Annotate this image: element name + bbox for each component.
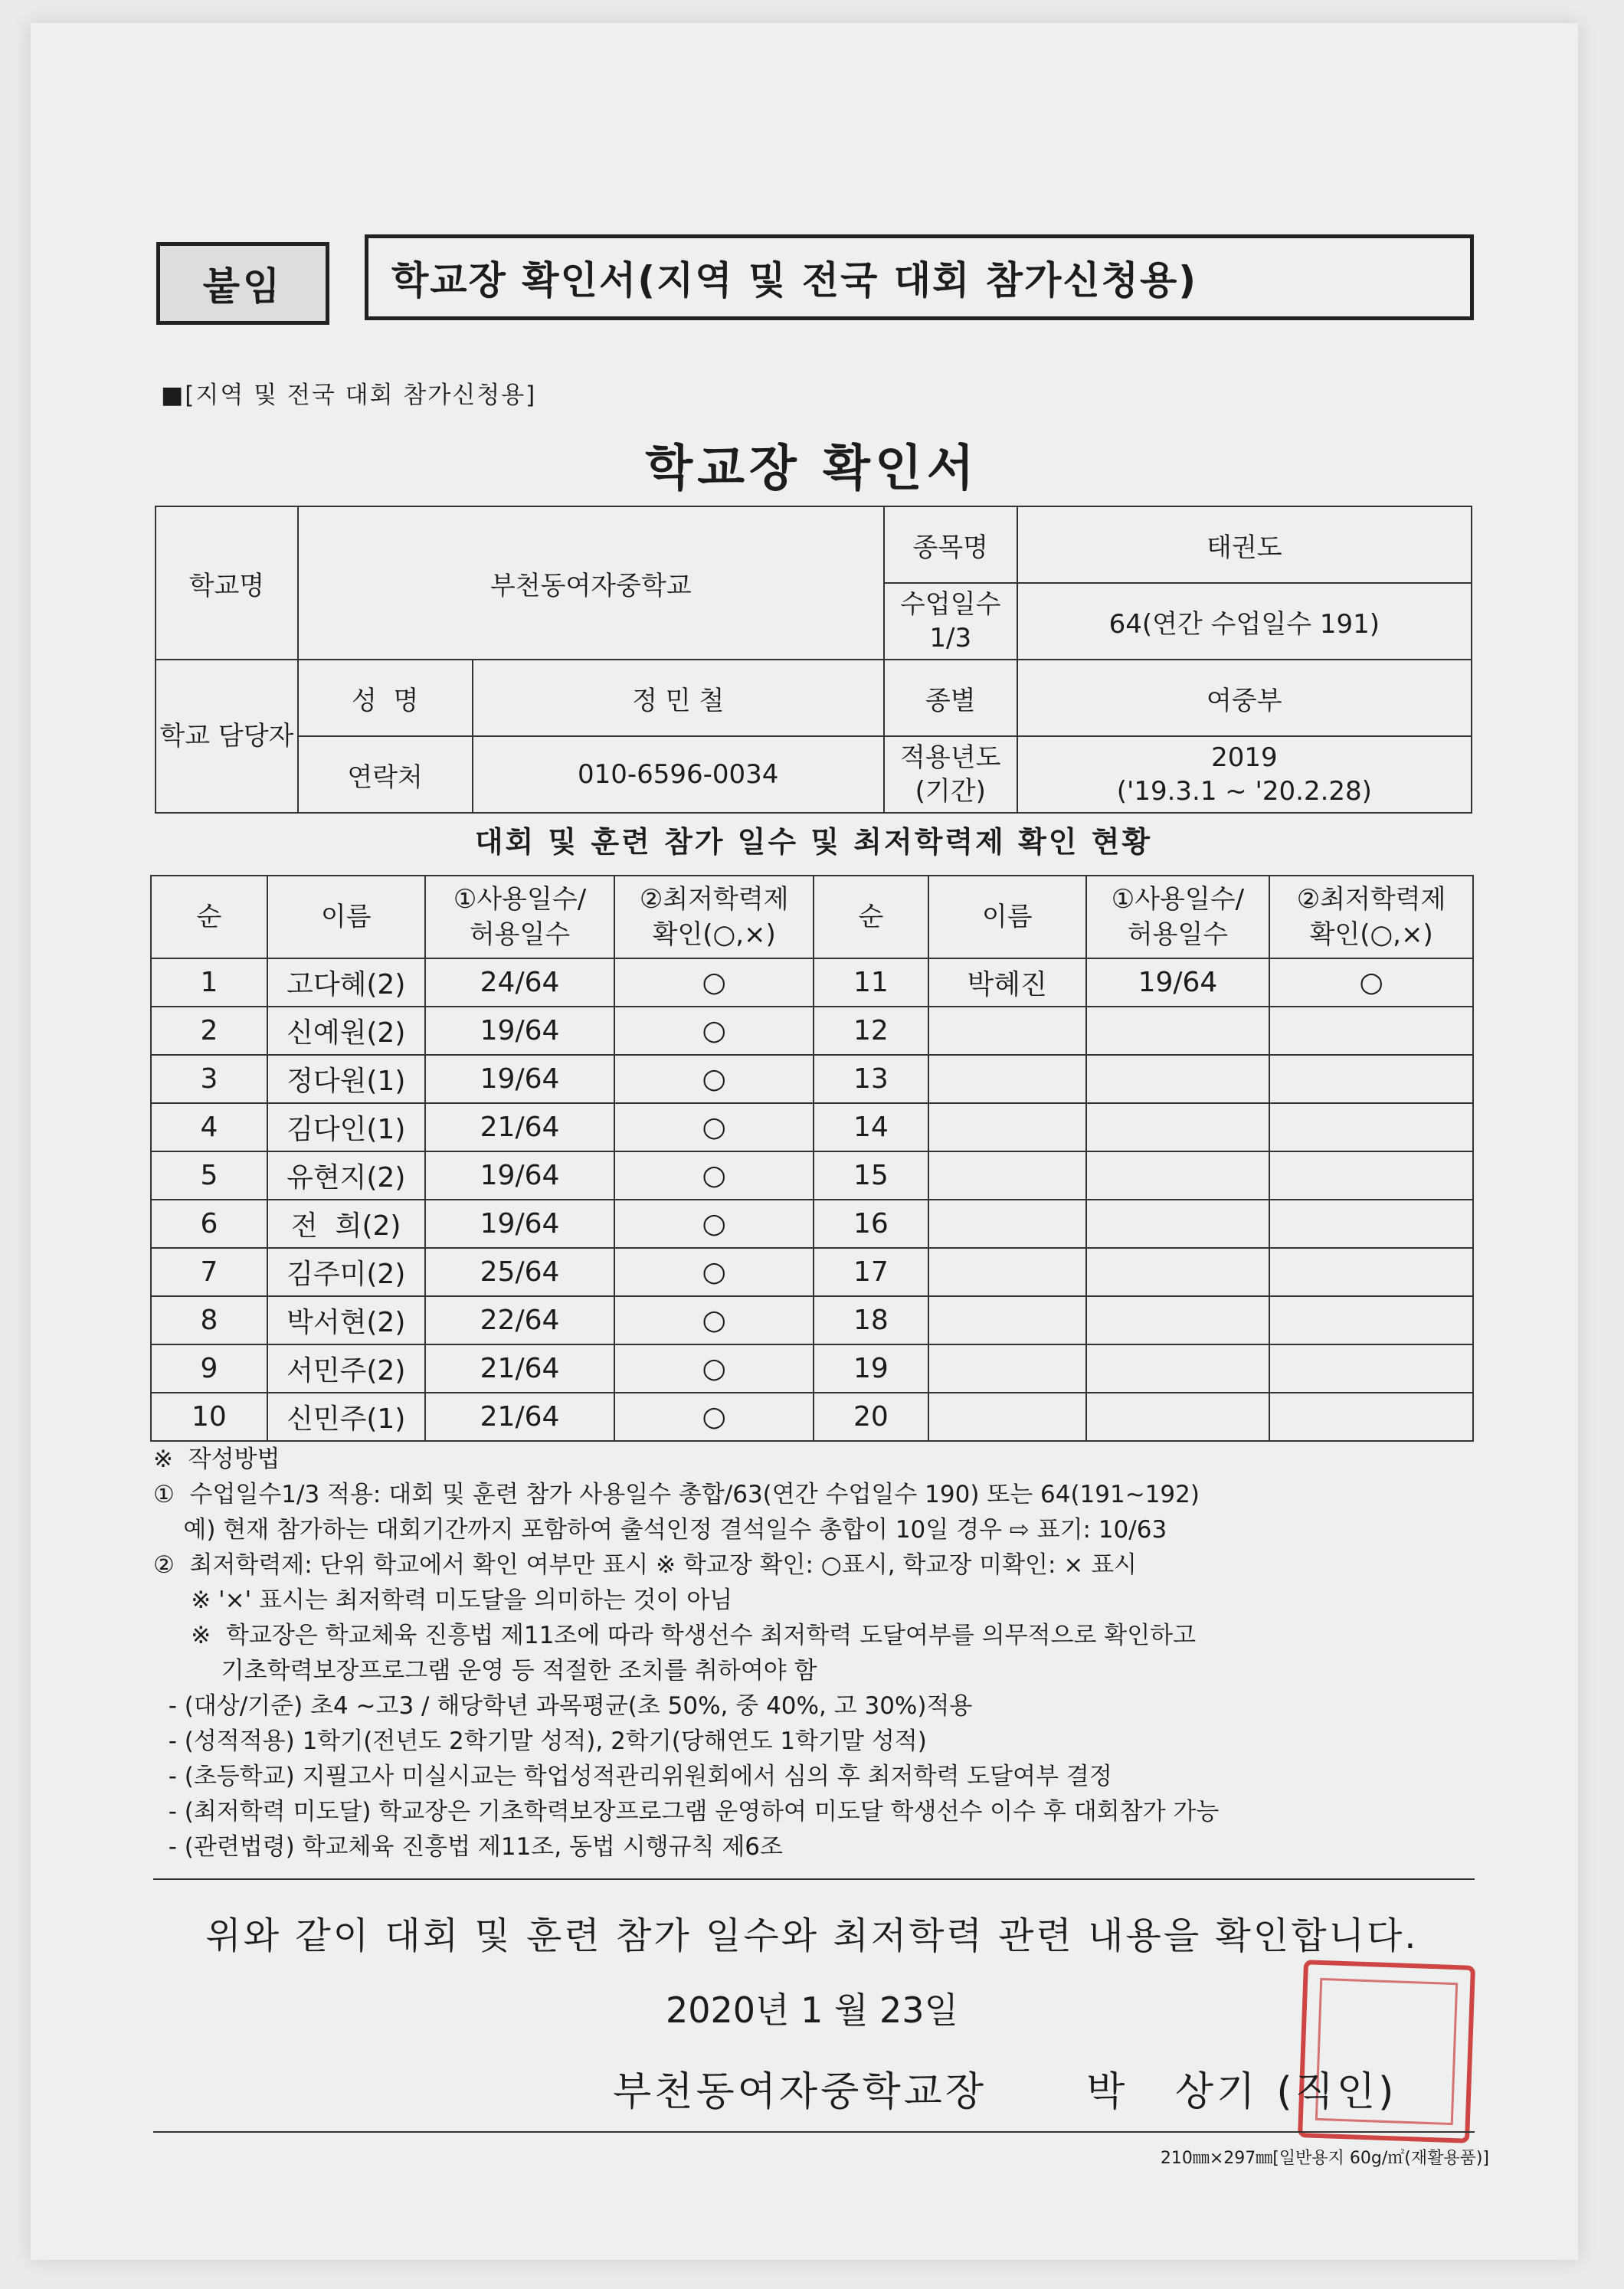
confirmation-text: 위와 같이 대회 및 훈련 참가 일수와 최저학력 관련 내용을 확인합니다. [205, 1914, 1419, 1957]
row-check: ○ [614, 1248, 814, 1296]
roster-header [151, 876, 1473, 958]
note-line: - (성적적용) 1학기(전년도 2학기말 성적), 2학기(당해연도 1학기말 성적) [153, 1727, 927, 1755]
row-no: 4 [151, 1103, 267, 1151]
table-row [151, 1007, 1473, 1055]
table-row [151, 1103, 1473, 1151]
row-days [1086, 1055, 1270, 1103]
row-check [1269, 1103, 1473, 1151]
name-value: 정 민 철 [473, 660, 884, 736]
row-name [928, 1200, 1086, 1248]
row-check: ○ [614, 1344, 814, 1393]
col-check-2-line2: 확인(○,×) [1309, 919, 1433, 950]
note-line: ※ 학교장은 학교체육 진흥법 제11조에 따라 학생선수 최저학력 도달여부를 의무적으로 확인하고 [153, 1622, 1197, 1649]
row-name [928, 1344, 1086, 1393]
row-days: 21/64 [425, 1393, 615, 1441]
row-no: 18 [814, 1296, 928, 1344]
col-no-2: 순 [814, 876, 928, 958]
row-no: 1 [151, 958, 267, 1007]
attachment-tag-label: 붙임 [202, 264, 283, 309]
row-days [1086, 1103, 1270, 1151]
document-title: 학교장 확인서 [645, 440, 979, 497]
name-label: 성 명 [298, 660, 473, 736]
row-days: 19/64 [425, 1055, 615, 1103]
row-name [928, 1248, 1086, 1296]
row-days [1086, 1200, 1270, 1248]
note-line: - (초등학교) 지필고사 미실시교는 학업성적관리위원회에서 심의 후 최저학력 도달여부 결정 [153, 1763, 1112, 1790]
row-no: 17 [814, 1248, 928, 1296]
row-days: 22/64 [425, 1296, 615, 1344]
category-value: 여중부 [1017, 660, 1472, 736]
note-line: ② 최저학력제: 단위 학교에서 확인 여부만 표시 ※ 학교장 확인: ○표시, 학교장 미확인: × 표시 [153, 1551, 1138, 1579]
row-name [928, 1007, 1086, 1055]
days-label: 수업일수 1/3 [884, 583, 1017, 660]
row-days: 21/64 [425, 1103, 615, 1151]
row-no: 20 [814, 1393, 928, 1441]
col-days-line2: 허용일수 [469, 919, 571, 950]
row-name: 신예원(2) [267, 1007, 425, 1055]
row-name: 박혜진 [928, 958, 1086, 1007]
row-no: 11 [814, 958, 928, 1007]
note-line: ※ '×' 표시는 최저학력 미도달을 의미하는 것이 아님 [153, 1587, 733, 1614]
table-row [151, 1296, 1473, 1344]
note-line: - (최저학력 미도달) 학교장은 기초학력보장프로그램 운영하여 미도달 학생선수 이수 후 대회참가 가능 [153, 1798, 1220, 1826]
row-name [928, 1151, 1086, 1200]
divider-bottom [153, 2131, 1475, 2133]
note-line: - (관련법령) 학교체육 진흥법 제11조, 동법 시행규칙 제6조 [153, 1833, 783, 1861]
col-days-line1: ①사용일수/ [453, 884, 587, 915]
row-days: 24/64 [425, 958, 615, 1007]
row-check [1269, 1393, 1473, 1441]
row-no: 14 [814, 1103, 928, 1151]
row-name [928, 1296, 1086, 1344]
table-row [151, 1248, 1473, 1296]
row-name: 정다원(1) [267, 1055, 425, 1103]
attachment-tag [156, 242, 329, 325]
row-check: ○ [614, 1200, 814, 1248]
row-days: 25/64 [425, 1248, 615, 1296]
row-no: 10 [151, 1393, 267, 1441]
row-days [1086, 1296, 1270, 1344]
row-no: 12 [814, 1007, 928, 1055]
col-days-2-line2: 허용일수 [1127, 919, 1229, 950]
row-name [928, 1103, 1086, 1151]
note-line: 예) 현재 참가하는 대회기간까지 포함하여 출석인정 결석일수 총합이 10일 경우 ⇨ 표기: 10/63 [153, 1516, 1167, 1544]
row-days [1086, 1344, 1270, 1393]
row-days: 21/64 [425, 1344, 615, 1393]
table-row [151, 1055, 1473, 1103]
row-name [928, 1055, 1086, 1103]
row-check [1269, 1200, 1473, 1248]
col-check [614, 876, 814, 958]
row-name: 유현지(2) [267, 1151, 425, 1200]
days-value: 64(연간 수업일수 191) [1017, 583, 1472, 660]
category-label: 종별 [884, 660, 1017, 736]
row-check: ○ [614, 1296, 814, 1344]
signer [613, 2059, 1396, 2117]
row-name: 박서현(2) [267, 1296, 425, 1344]
col-no: 순 [151, 876, 267, 958]
row-check [1269, 1055, 1473, 1103]
year-value: 2019 [1211, 742, 1278, 773]
paper-spec: 210㎜×297㎜[일반용지 60g/㎡(재활용품)] [1160, 2149, 1489, 2168]
row-check [1269, 1248, 1473, 1296]
row-no: 15 [814, 1151, 928, 1200]
col-days [425, 876, 615, 958]
row-days [1086, 1151, 1270, 1200]
divider-top [153, 1878, 1475, 1880]
row-no: 19 [814, 1344, 928, 1393]
row-days: 19/64 [425, 1007, 615, 1055]
row-check: ○ [614, 1055, 814, 1103]
note-line: - (대상/기준) 초4 ~고3 / 해당학년 과목평균(초 50%, 중 40%, 고 30%)적용 [153, 1692, 973, 1720]
header [156, 242, 1474, 326]
table-row [151, 1200, 1473, 1248]
row-days [1086, 1393, 1270, 1441]
row-name: 고다혜(2) [267, 958, 425, 1007]
signer-name: 박 상기 [1086, 2069, 1259, 2115]
table-row [151, 1151, 1473, 1200]
row-check: ○ [1269, 958, 1473, 1007]
row-no: 13 [814, 1055, 928, 1103]
row-days: 19/64 [1086, 958, 1270, 1007]
note-line: ① 수업일수1/3 적용: 대회 및 훈련 참가 사용일수 총합/63(연간 수업일수 190) 또는 64(191~192) [153, 1481, 1200, 1508]
issue-date: 2020년 1 월 23일 [665, 1989, 959, 2031]
row-days [1086, 1007, 1270, 1055]
row-no: 7 [151, 1248, 267, 1296]
manager-label: 학교 담당자 [156, 660, 298, 813]
header-title: 학교장 확인서(지역 및 전국 대회 참가신청용) [391, 258, 1198, 303]
col-check-line1: ②최저학력제 [639, 884, 789, 915]
signer-school: 부천동여자중학교장 [613, 2069, 987, 2115]
row-check: ○ [614, 1393, 814, 1441]
table-row [151, 1393, 1473, 1441]
sub-tag: ■[지역 및 전국 대회 참가신청용] [161, 382, 537, 409]
signer-seal-text: (직인) [1276, 2069, 1397, 2115]
col-check-line2: 확인(○,×) [652, 919, 776, 950]
year-label: 적용년도 (기간) [884, 736, 1017, 813]
note-line: ※ 작성방법 [153, 1446, 280, 1473]
col-name: 이름 [267, 876, 425, 958]
row-no: 3 [151, 1055, 267, 1103]
event-label: 종목명 [884, 506, 1017, 583]
section-title: 대회 및 훈련 참가 일수 및 최저학력제 확인 현황 [474, 825, 1153, 859]
school-label: 학교명 [156, 506, 298, 660]
col-check-2 [1269, 876, 1473, 958]
row-days: 19/64 [425, 1151, 615, 1200]
table-row [151, 1344, 1473, 1393]
header-title-box [365, 234, 1474, 320]
row-no: 16 [814, 1200, 928, 1248]
row-name: 전 희(2) [267, 1200, 425, 1248]
row-no: 5 [151, 1151, 267, 1200]
event-value: 태권도 [1017, 506, 1472, 583]
row-no: 9 [151, 1344, 267, 1393]
row-no: 8 [151, 1296, 267, 1344]
row-days: 19/64 [425, 1200, 615, 1248]
col-check-2-line1: ②최저학력제 [1296, 884, 1446, 915]
col-days-2 [1086, 876, 1270, 958]
row-check: ○ [614, 1103, 814, 1151]
row-check: ○ [614, 958, 814, 1007]
contact-label: 연락처 [298, 736, 473, 813]
col-name-2: 이름 [928, 876, 1086, 958]
row-name: 서민주(2) [267, 1344, 425, 1393]
period-value: ('19.3.1 ~ '20.2.28) [1116, 776, 1372, 807]
row-check [1269, 1344, 1473, 1393]
roster-table [150, 875, 1474, 1442]
row-no: 6 [151, 1200, 267, 1248]
row-check [1269, 1151, 1473, 1200]
row-check: ○ [614, 1007, 814, 1055]
info-table [155, 506, 1472, 814]
row-check [1269, 1007, 1473, 1055]
year-cell [1017, 736, 1472, 813]
row-name: 김주미(2) [267, 1248, 425, 1296]
row-name: 김다인(1) [267, 1103, 425, 1151]
row-name [928, 1393, 1086, 1441]
row-check [1269, 1296, 1473, 1344]
contact-value: 010-6596-0034 [473, 736, 884, 813]
row-days [1086, 1248, 1270, 1296]
col-days-2-line1: ①사용일수/ [1111, 884, 1245, 915]
table-row [151, 958, 1473, 1007]
row-name: 신민주(1) [267, 1393, 425, 1441]
notes [153, 1442, 1486, 1865]
row-check: ○ [614, 1151, 814, 1200]
row-no: 2 [151, 1007, 267, 1055]
school-value: 부천동여자중학교 [298, 506, 884, 660]
note-line: 기초학력보장프로그램 운영 등 적절한 조치를 취하여야 함 [153, 1657, 817, 1685]
